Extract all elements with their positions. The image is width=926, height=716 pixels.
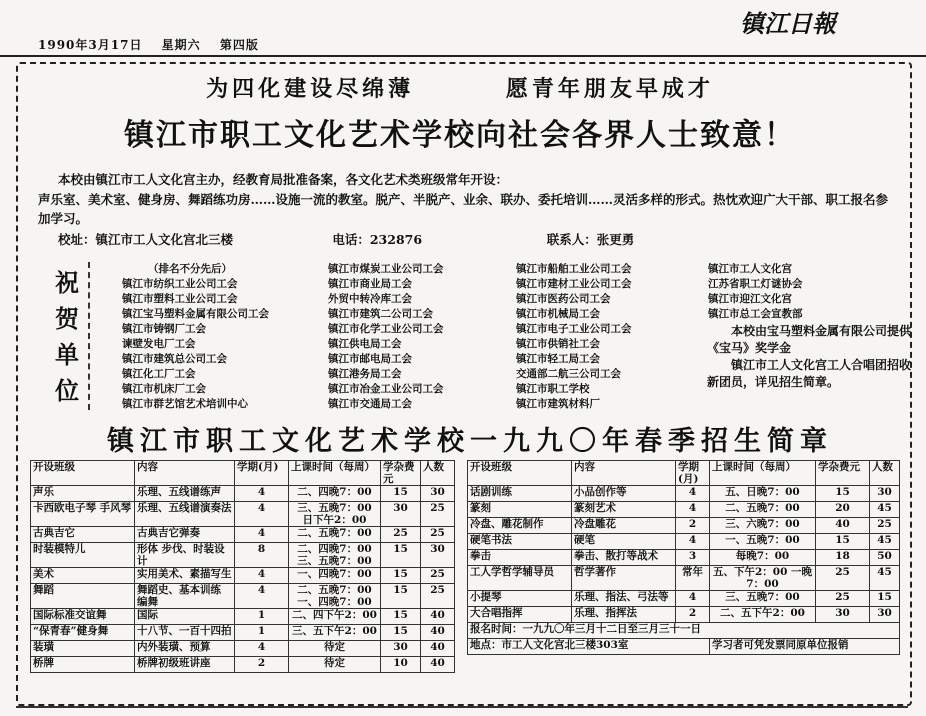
units-column-a (122, 262, 269, 412)
content-cell: 十八节、一百十四拍 (135, 625, 235, 641)
slogans (60, 72, 860, 103)
time-cell: 一、四晚7：00 (289, 568, 381, 584)
header-content: 内容 (135, 461, 235, 486)
scholarship-notes (707, 323, 912, 391)
content-cell: 乐理、指法、弓法等 (572, 591, 676, 607)
term-cell: 2 (676, 607, 710, 623)
count-cell: 40 (421, 657, 455, 673)
time-cell: 学习者可凭发票同原单位报销 (710, 639, 900, 655)
unit-item: 镇江港务局工会 (328, 368, 402, 380)
fee-cell: 20 (816, 502, 870, 518)
term-cell: 4 (676, 591, 710, 607)
congrats-label (52, 265, 82, 409)
content-cell: 哲学著作 (572, 566, 676, 591)
table-row (468, 518, 900, 534)
content-cell: 乐理、五线谱演奏法 (135, 502, 235, 527)
units-column-d (708, 262, 803, 322)
header-class: 开设班级 (31, 461, 135, 486)
term-cell: 4 (676, 486, 710, 502)
fee-cell: 10 (381, 657, 421, 673)
table-header-row (31, 461, 455, 486)
header-count: 人数 (421, 461, 455, 486)
slogan-1: 为四化建设尽绵薄 (206, 76, 415, 102)
headline: 镇江市职工文化艺术学校向社会各界人士致意！ (124, 118, 796, 153)
congrats-char: 贺 (55, 304, 79, 333)
bottom-rule (16, 706, 908, 708)
content-cell: 拳击、散打等战术 (572, 550, 676, 566)
unit-item: 镇江市商业局工会 (328, 278, 412, 290)
unit-item: 镇江市铸钢厂工会 (122, 323, 206, 335)
fee-cell: 30 (381, 641, 421, 657)
table-row (31, 486, 455, 502)
count-cell: 30 (870, 607, 900, 623)
fee-cell: 30 (816, 607, 870, 623)
units-column-c (516, 262, 632, 412)
unit-item: 镇江市轻工局工会 (516, 353, 600, 365)
fee-cell: 40 (816, 518, 870, 534)
time-cell: 三、六晚7：00 (710, 518, 816, 534)
congrats-char: 位 (55, 376, 79, 405)
unit-item: 镇江市塑料工业公司工会 (122, 293, 238, 305)
unit-item: 外贸中转冷库工会 (328, 293, 412, 305)
fee-cell: 15 (816, 534, 870, 550)
fee-cell: 15 (381, 486, 421, 502)
fee-cell: 25 (381, 527, 421, 543)
unit-item: 交通部二航三公司工会 (516, 368, 621, 380)
unit-item: 镇江市总工会宣教部 (708, 308, 803, 320)
content-cell: 小品创作等 (572, 486, 676, 502)
term-cell: 2 (235, 657, 289, 673)
table-row (468, 566, 900, 591)
content-cell: 乐理、指挥法 (572, 607, 676, 623)
term-cell: 4 (235, 584, 289, 609)
count-cell: 30 (421, 543, 455, 568)
content-cell: 舞蹈史、基本训练 编舞 (135, 584, 235, 609)
count-cell: 45 (870, 502, 900, 518)
class-name-cell: 古典吉它 (31, 527, 135, 543)
time-cell: 三、五下午2：00 (289, 625, 381, 641)
unit-item: 镇江市工人文化宫 (708, 263, 792, 275)
class-name-cell: 美术 (31, 568, 135, 584)
class-name-cell: 冷盘、雕花制作 (468, 518, 572, 534)
term-cell: 4 (235, 641, 289, 657)
class-name-cell: 国际标准交谊舞 (31, 609, 135, 625)
fee-cell: 15 (816, 486, 870, 502)
time-cell: 待定 (289, 657, 381, 673)
time-cell: 三、五晚7：00 (710, 591, 816, 607)
table-row (31, 609, 455, 625)
class-name-cell: 小提琴 (468, 591, 572, 607)
table-row (31, 641, 455, 657)
fee-cell: 15 (381, 609, 421, 625)
class-name-cell: 拳击 (468, 550, 572, 566)
contact-person: 联系人：张更勇 (546, 232, 635, 247)
term-cell: 4 (676, 534, 710, 550)
table-row (31, 527, 455, 543)
table-row (31, 625, 455, 641)
unit-item: 镇江市交通局工会 (328, 398, 412, 410)
class-name-cell: 话剧训练 (468, 486, 572, 502)
unit-item: 镇江市纺织工业公司工会 (122, 278, 238, 290)
class-name-cell: 舞蹈 (31, 584, 135, 609)
fee-cell: 30 (381, 502, 421, 527)
term-cell: 1 (235, 625, 289, 641)
unit-item: 镇江市群艺馆艺术培训中心 (122, 398, 248, 410)
masthead: 镇江日報 (740, 9, 836, 38)
class-name-cell: 声乐 (31, 486, 135, 502)
unit-item: 镇江市迎江文化宫 (708, 293, 792, 305)
content-cell: 冷盘雕花 (572, 518, 676, 534)
content-cell: 古典吉它弹奏 (135, 527, 235, 543)
enrollment-table-left (30, 460, 455, 673)
header-content: 内容 (572, 461, 676, 486)
term-cell: 4 (676, 502, 710, 518)
units-column-b (328, 262, 444, 412)
table-row (31, 502, 455, 527)
unit-item: 谏壁发电厂工会 (122, 338, 196, 350)
unit-item: 镇江市邮电局工会 (328, 353, 412, 365)
time-cell: 每晚7：00 (710, 550, 816, 566)
table-row (468, 502, 900, 518)
term-cell: 8 (235, 543, 289, 568)
table-row (31, 568, 455, 584)
unit-item: 镇江市化学工业公司工会 (328, 323, 444, 335)
unit-item: 镇江市建筑二公司工会 (328, 308, 433, 320)
contact-line (58, 230, 898, 248)
term-cell: 常年 (676, 566, 710, 591)
class-name-cell: 时装模特儿 (31, 543, 135, 568)
unit-item: 镇江化工厂工会 (122, 368, 196, 380)
time-cell: 二、五晚7：00 (289, 527, 381, 543)
weekday: 星期六 (161, 38, 201, 52)
table-row (468, 639, 900, 655)
count-cell: 15 (870, 591, 900, 607)
header-term: 学期(月) (676, 461, 710, 486)
table-row (468, 607, 900, 623)
unit-item: 镇江市建筑材料厂 (516, 398, 600, 410)
count-cell: 25 (421, 502, 455, 527)
time-cell: 二、五晚7：00 (710, 502, 816, 518)
fee-cell: 15 (381, 543, 421, 568)
header-time: 上课时间（每周） (289, 461, 381, 486)
content-cell: 篆刻艺术 (572, 502, 676, 518)
page-number: 第四版 (219, 38, 259, 52)
count-cell: 25 (421, 527, 455, 543)
term-cell: 4 (235, 502, 289, 527)
fee-cell: 15 (381, 625, 421, 641)
top-rule (0, 55, 926, 57)
table-row (468, 550, 900, 566)
unit-item: 镇江市供销社工会 (516, 338, 600, 350)
term-cell: 4 (235, 568, 289, 584)
content-cell: 乐理、五线谱练声 (135, 486, 235, 502)
unit-item: 镇江市机械局工会 (516, 308, 600, 320)
congrats-bracket (88, 262, 100, 410)
content-cell: 国际 (135, 609, 235, 625)
class-name-cell: 硬笔书法 (468, 534, 572, 550)
term-cell: 2 (676, 518, 710, 534)
table-row (468, 534, 900, 550)
unit-item: 镇江市船舶工业公司工会 (516, 263, 632, 275)
term-cell: 3 (676, 550, 710, 566)
class-name-cell: 报名时间：一九九〇年三月十二日至三月三十一日 (468, 623, 900, 639)
time-cell: 五、下午2：00 一晚7：00 (710, 566, 816, 591)
table-row (468, 591, 900, 607)
class-name-cell: 大合唱指挥 (468, 607, 572, 623)
class-name-cell: 地点：市工人文化宫北三楼303室 (468, 639, 710, 655)
count-cell: 30 (421, 486, 455, 502)
class-name-cell: 卡西欧电子琴 手风琴 (31, 502, 135, 527)
count-cell: 40 (421, 641, 455, 657)
content-cell: 桥牌初级班讲座 (135, 657, 235, 673)
count-cell: 40 (421, 625, 455, 641)
count-cell: 45 (870, 566, 900, 591)
class-name-cell: “保青春”健身舞 (31, 625, 135, 641)
slogan-2: 愿青年朋友早成才 (505, 76, 714, 102)
count-cell: 30 (870, 486, 900, 502)
time-cell: 二、四晚7：00 三、五晚7：00 (289, 543, 381, 568)
time-cell: 三、五晚7：00 日下午2：00 (289, 502, 381, 527)
class-name-cell: 工人学哲学辅导员 (468, 566, 572, 591)
content-cell: 内外装璜、预算 (135, 641, 235, 657)
count-cell: 50 (870, 550, 900, 566)
header-fee: 学杂费元 (816, 461, 870, 486)
scholarship-note: 本校由宝马塑料金属有限公司提供《宝马》奖学金 (707, 324, 912, 355)
table-row (31, 657, 455, 673)
unit-item: 镇江市电子工业公司工会 (516, 323, 632, 335)
class-name-cell: 桥牌 (31, 657, 135, 673)
content-cell: 实用美术、素描写生 (135, 568, 235, 584)
unit-item: 镇江市建筑总公司工会 (122, 353, 227, 365)
fee-cell: 25 (816, 591, 870, 607)
unit-item: 镇江市机床厂工会 (122, 383, 206, 395)
ranking-note: （排名不分先后） (148, 263, 232, 275)
congrats-char: 祝 (55, 268, 79, 297)
time-cell: 待定 (289, 641, 381, 657)
class-name-cell: 装璜 (31, 641, 135, 657)
table-row (468, 486, 900, 502)
term-cell: 4 (235, 527, 289, 543)
time-cell: 五、日晚7：00 (710, 486, 816, 502)
term-cell: 1 (235, 609, 289, 625)
content-cell: 形体 步伐、时装设计 (135, 543, 235, 568)
unit-item: 镇江宝马塑料金属有限公司工会 (122, 308, 269, 320)
time-cell: 二、四下午2：00 (289, 609, 381, 625)
fee-cell: 18 (816, 550, 870, 566)
content-cell: 硬笔 (572, 534, 676, 550)
count-cell: 25 (421, 584, 455, 609)
table-row (31, 543, 455, 568)
phone: 电话：232876 (332, 232, 423, 247)
count-cell: 40 (421, 609, 455, 625)
unit-item: 镇江市建材工业公司工会 (516, 278, 632, 290)
congrats-char: 单 (55, 340, 79, 369)
header-fee: 学杂费元 (381, 461, 421, 486)
table-header-row (468, 461, 900, 486)
table-row (468, 623, 900, 639)
enrollment-title: 镇江市职工文化艺术学校一九九〇年春季招生简章 (107, 426, 833, 457)
time-cell: 二、四晚7：00 (289, 486, 381, 502)
intro-paragraph-2: 声乐室、美术室、健身房、舞蹈练功房……设施一流的教室。脱产、半脱产、业余、联办、委托培训……灵活多样的形式。热忱欢迎广大干部、职工报名参加学习。 (38, 192, 889, 226)
header-count: 人数 (870, 461, 900, 486)
count-cell: 25 (870, 518, 900, 534)
unit-item: 镇江市职工学校 (516, 383, 590, 395)
unit-item: 镇江供电局工会 (328, 338, 402, 350)
school-address: 校址：镇江市工人文化宫北三楼 (58, 232, 234, 247)
term-cell: 4 (235, 486, 289, 502)
choir-note: 镇江市工人文化宫工人合唱团招收新团员，详见招生简章。 (707, 358, 912, 389)
class-name-cell: 篆刻 (468, 502, 572, 518)
fee-cell: 15 (381, 568, 421, 584)
header-time: 上课时间（每周） (710, 461, 816, 486)
date: 1990年3月17日 (38, 38, 143, 52)
time-cell: 二、五下午2：00 (710, 607, 816, 623)
header-class: 开设班级 (468, 461, 572, 486)
fee-cell: 15 (381, 584, 421, 609)
unit-item: 镇江市煤炭工业公司工会 (328, 263, 444, 275)
count-cell: 25 (421, 568, 455, 584)
time-cell: 一、五晚7：00 (710, 534, 816, 550)
fee-cell: 25 (816, 566, 870, 591)
enrollment-table-right (467, 460, 900, 655)
unit-item: 镇江市冶金工业公司工会 (328, 383, 444, 395)
intro-paragraph-1: 本校由镇江市工人文化宫主办，经教育局批准备案，各文化艺术类班级常年开设： (58, 172, 509, 187)
header-term: 学期(月) (235, 461, 289, 486)
time-cell: 二、五晚7：00 一、四晚7：00 (289, 584, 381, 609)
table-row (31, 584, 455, 609)
unit-item: 江苏省职工灯谜协会 (708, 278, 803, 290)
unit-item: 镇江市医药公司工会 (516, 293, 611, 305)
count-cell: 45 (870, 534, 900, 550)
dateline (38, 36, 273, 53)
